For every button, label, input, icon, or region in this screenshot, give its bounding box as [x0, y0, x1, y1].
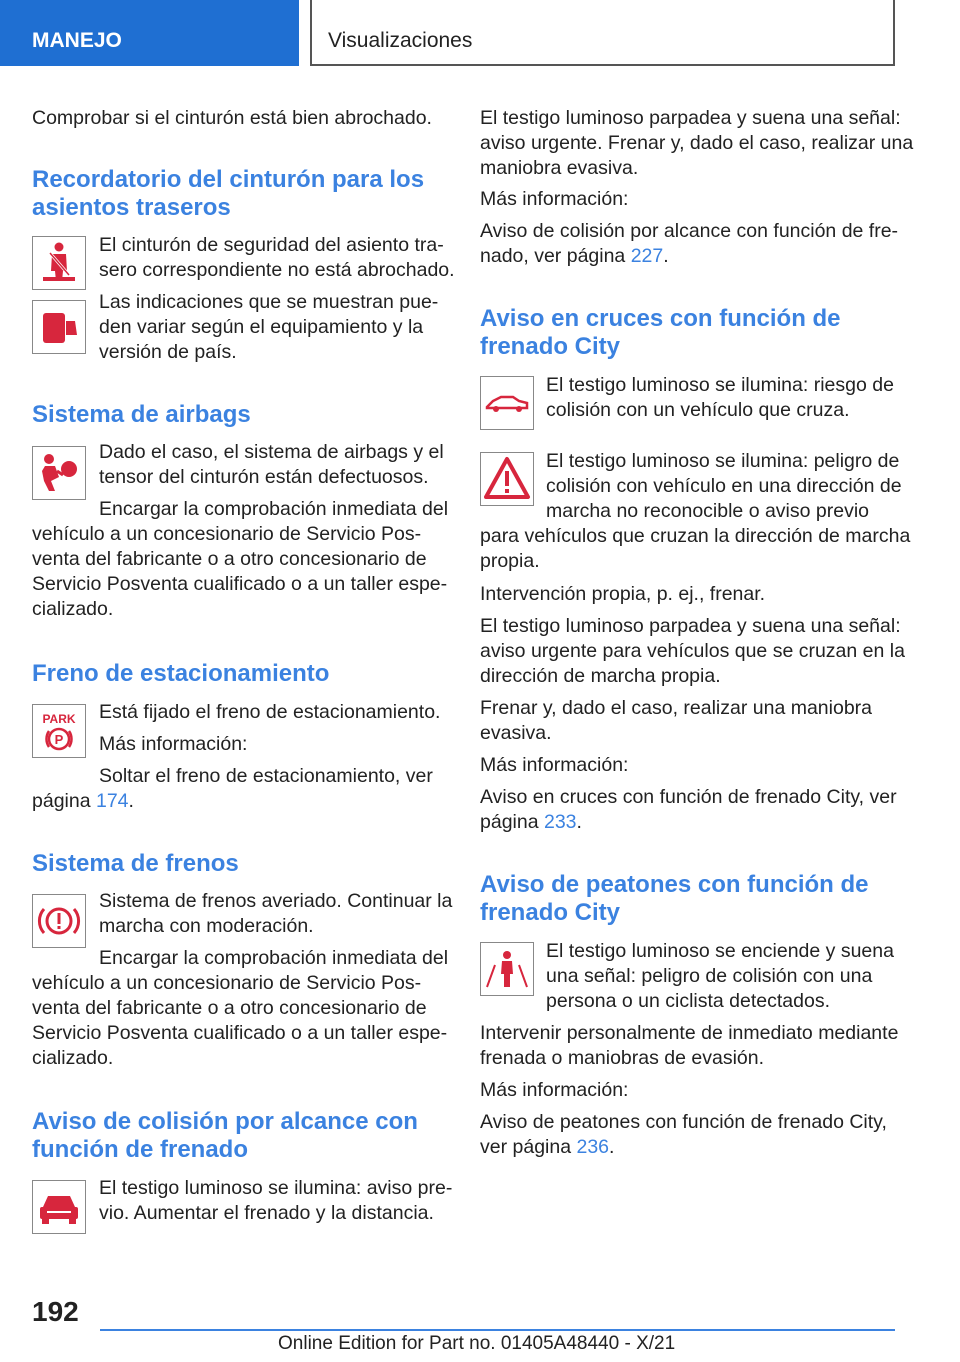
section-tab: MANEJO [0, 0, 299, 66]
heading-brake-system: Sistema de frenos [32, 850, 239, 877]
car-collision-icon [32, 1180, 86, 1234]
collision-ref: Aviso de colisión por alcance con función de fre‐ nado, ver página 227. [480, 220, 899, 267]
rear-seatbelt-desc: El cinturón de seguridad del asiento tra‐ sero correspondiente no está abrochado. [99, 234, 455, 281]
park-brake-desc: Está fijado el freno de estacionamiento. [99, 701, 441, 723]
collision-urgent-text: El testigo luminoso parpadea y suena una señal: aviso urgente. Frenar y, dado el caso, realizar una maniobra evasiva. [480, 107, 914, 179]
brake-system-icon [32, 894, 86, 948]
page-link-227[interactable]: 227 [630, 245, 664, 267]
page-link-233[interactable]: 233 [543, 811, 577, 833]
page-link-174[interactable]: 174 [95, 790, 129, 812]
heading-collision-warning: Aviso de colisión por alcance con función de frenado [32, 1108, 418, 1163]
collision-desc: El testigo luminoso se ilumina: aviso pre‐ vio. Aumentar el frenado y la distancia. [99, 1177, 453, 1224]
airbag-desc: Dado el caso, el sistema de airbags y el tensor del cinturón están defectuosos. [99, 441, 444, 488]
variant-note: Las indicaciones que se muestran pue‐ den variar según el equipamiento y la versión de país. [99, 291, 439, 363]
svg-text:P: P [54, 732, 64, 747]
heading-rear-seatbelt: Recordatorio del cinturón para los asientos traseros [32, 166, 425, 221]
pedestrian-desc: El testigo luminoso se enciende y suena una señal: peligro de colisión con una persona o un ciclista detectados. [546, 940, 894, 1012]
crossing-ref: Aviso en cruces con función de frenado City, ver página 233. [480, 786, 897, 833]
crossing-more-info: Más información: [480, 754, 629, 776]
park-ref-line1: Soltar el freno de estacionamiento, ver [99, 765, 433, 787]
crossing-action: Intervención propia, p. ej., frenar. [480, 583, 766, 605]
crossing-car-icon [480, 376, 534, 430]
page-number: 192 [32, 1296, 79, 1327]
intro-text: Comprobar si el cinturón está bien abrochado. [32, 107, 432, 129]
heading-pedestrian-warning: Aviso de peatones con función de frenado City [480, 871, 869, 926]
svg-text:PARK: PARK [42, 712, 76, 726]
page-link-236[interactable]: 236 [576, 1136, 610, 1158]
pedestrian-more-info: Más información: [480, 1079, 629, 1101]
park-brake-icon [32, 704, 86, 758]
rear-seatbelt-icon [32, 300, 86, 354]
crossing-evasive: Frenar y, dado el caso, realizar una maniobra evasiva. [480, 697, 873, 744]
pedestrian-warning-icon [480, 942, 534, 996]
collision-more-info: Más información: [480, 188, 629, 210]
pedestrian-action: Intervenir personalmente de inmediato mediante frenada o maniobras de evasión. [480, 1022, 899, 1069]
heading-airbags: Sistema de airbags [32, 401, 251, 428]
pedestrian-ref: Aviso de peatones con función de frenado City, ver página 236. [480, 1111, 887, 1158]
park-more-info: Más información: [99, 733, 248, 755]
footer-edition: Online Edition for Part no. 01405A48440 - X/21 [278, 1333, 676, 1354]
airbag-instructions: Encargar la comprobación inmediata del vehículo a un concesionario de Servicio Pos‐ venta del fabricante o a otro concesionario de Servicio Posventa cualificado o a un taller espe‐ cializado. [32, 498, 449, 620]
heading-crossing-warning: Aviso en cruces con función de frenado City [480, 305, 841, 360]
footer-divider [100, 1329, 895, 1331]
crossing-danger-desc: El testigo luminoso se ilumina: peligro de colisión con vehículo en una dirección de marcha no reconocible o aviso previo para vehículos que cruzan la dirección de marcha propia. [480, 450, 911, 572]
park-ref-line2: página 174. [32, 790, 134, 812]
page-title: Visualizaciones [310, 0, 895, 66]
seatbelt-warning-icon [32, 236, 86, 290]
brake-desc: Sistema de frenos averiado. Continuar la marcha con moderación. [99, 890, 453, 937]
crossing-desc: El testigo luminoso se ilumina: riesgo de colisión con un vehículo que cruza. [546, 374, 894, 421]
heading-park-brake: Freno de estacionamiento [32, 660, 330, 687]
airbag-icon [32, 446, 86, 500]
brake-instructions: Encargar la comprobación inmediata del vehículo a un concesionario de Servicio Pos‐ venta del fabricante o a otro concesionario de Servicio Posventa cualificado o a un taller espe‐ cializado. [32, 947, 449, 1069]
crossing-urgent: El testigo luminoso parpadea y suena una señal: aviso urgente para vehículos que se cruzan en la dirección de marcha propia. [480, 615, 905, 687]
